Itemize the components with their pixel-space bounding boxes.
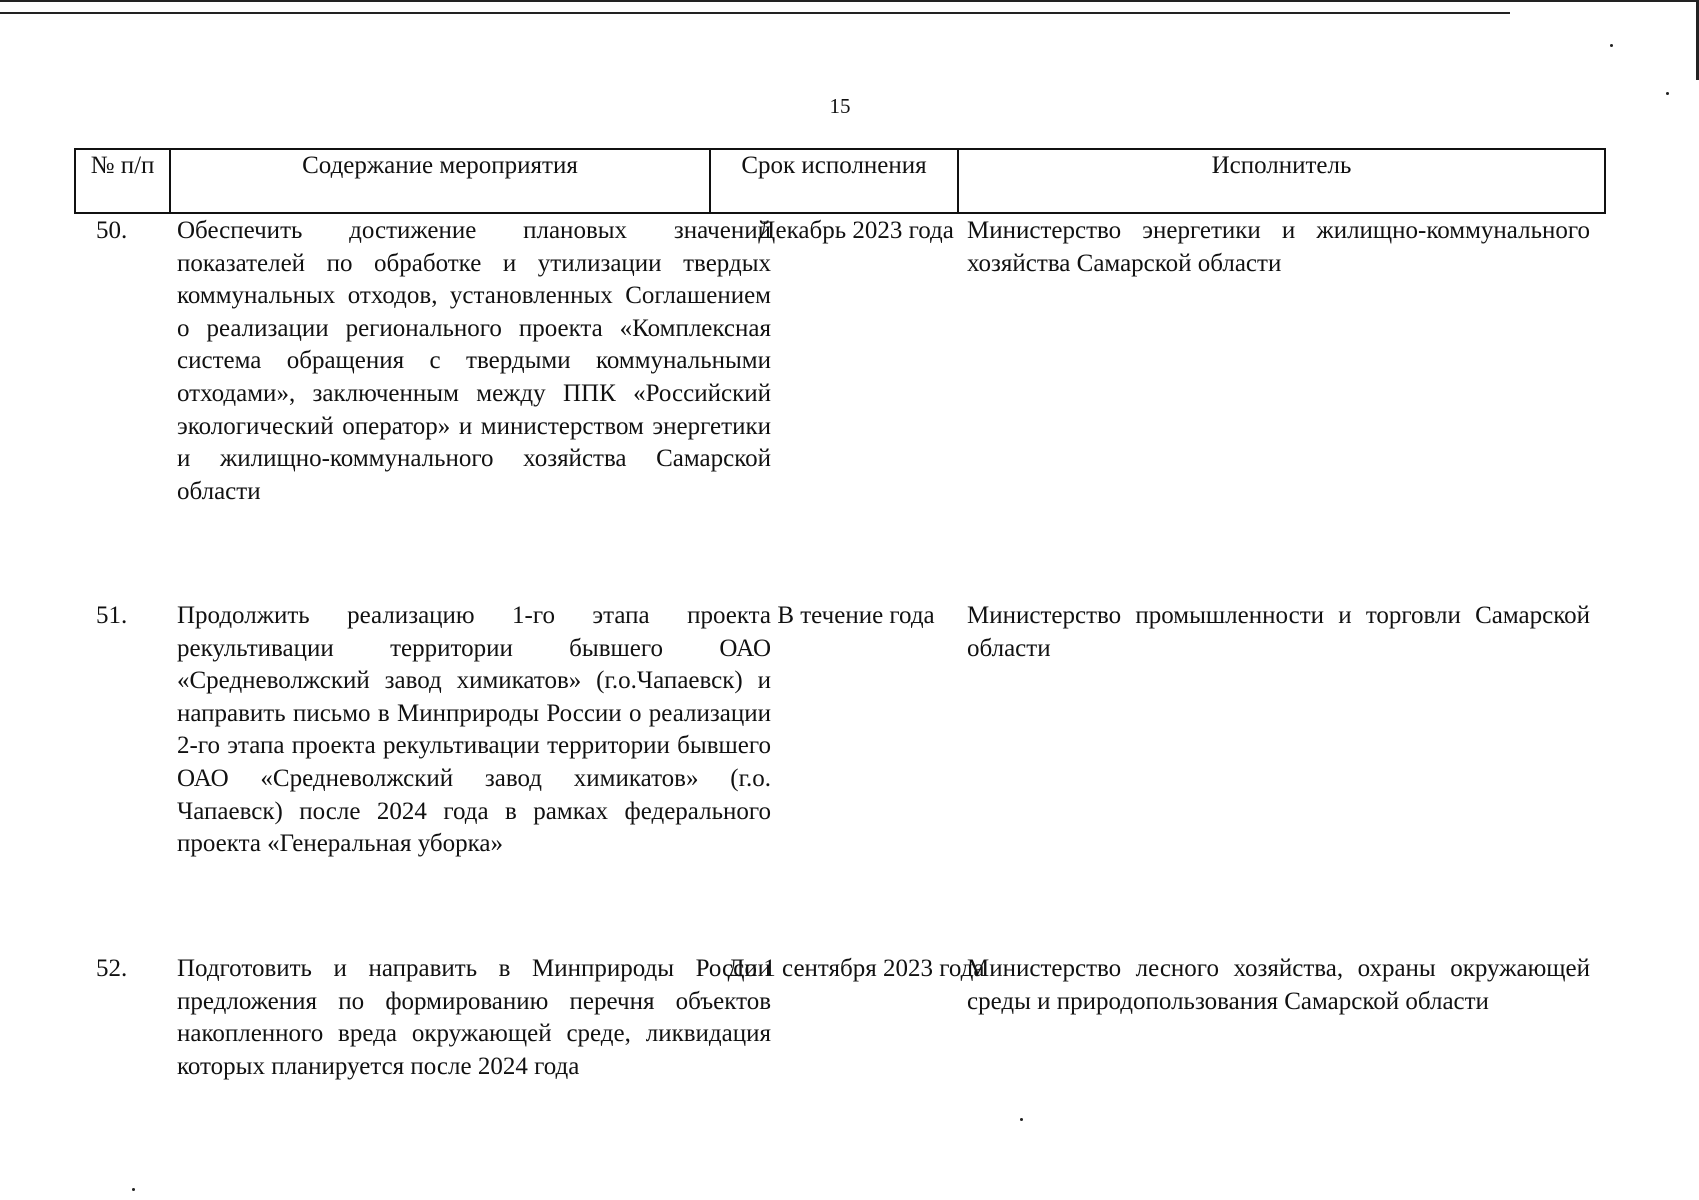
row-deadline: В течение года bbox=[777, 602, 935, 629]
scan-speck bbox=[132, 1188, 135, 1191]
row-content: Обеспечить достижение плановых значений показателей по обработке и утилизации твердых коммунальных отходов, установленных Соглашением о реализации регионального проекта «Комплексная система обращения с твердыми коммунальными отходами», заключенным между ППК «Российский экологический оператор» и министерством энергетики и жилищно-коммунального хозяйства Самарской области bbox=[177, 217, 771, 505]
row-number: 52. bbox=[96, 955, 128, 982]
row-executor: Министерство энергетики и жилищно-коммунального хозяйства Самарской области bbox=[967, 217, 1590, 277]
scan-speck bbox=[1666, 92, 1669, 95]
row-number: 50. bbox=[96, 217, 128, 244]
table-header bbox=[74, 148, 1606, 214]
header-content: Содержание мероприятия bbox=[170, 149, 710, 213]
row-content: Продолжить реализацию 1-го этапа проекта рекультивации территории бывшего ОАО «Средневолжский завод химикатов» (г.о.Чапаевск) и направить письмо в Минприроды России о реализации 2-го этапа проекта рекультивации территории бывшего ОАО «Средневолжский завод химикатов» (г.о. Чапаевск) после 2024 года в рамках федерального проекта «Генеральная уборка» bbox=[177, 602, 771, 858]
header-executor: Исполнитель bbox=[958, 149, 1605, 213]
scan-edge-line bbox=[0, 0, 1699, 2]
row-deadline: До 1 сентября 2023 года bbox=[727, 955, 985, 982]
scan-speck bbox=[1610, 44, 1613, 47]
scan-speck bbox=[1020, 1118, 1023, 1121]
row-number: 51. bbox=[96, 602, 128, 629]
header-deadline: Срок исполнения bbox=[710, 149, 958, 213]
row-executor: Министерство промышленности и торговли Самарской области bbox=[967, 602, 1590, 662]
page-number: 15 bbox=[829, 94, 851, 118]
row-executor: Министерство лесного хозяйства, охраны окружающей среды и природопользования Самарской области bbox=[967, 955, 1590, 1015]
header-num: № п/п bbox=[75, 149, 170, 213]
row-content: Подготовить и направить в Минприроды России предложения по формированию перечня объектов накопленного вреда окружающей среде, ликвидация которых планируется после 2024 года bbox=[177, 955, 771, 1080]
scan-edge-line bbox=[0, 12, 1510, 14]
row-deadline: Декабрь 2023 года bbox=[758, 217, 954, 244]
